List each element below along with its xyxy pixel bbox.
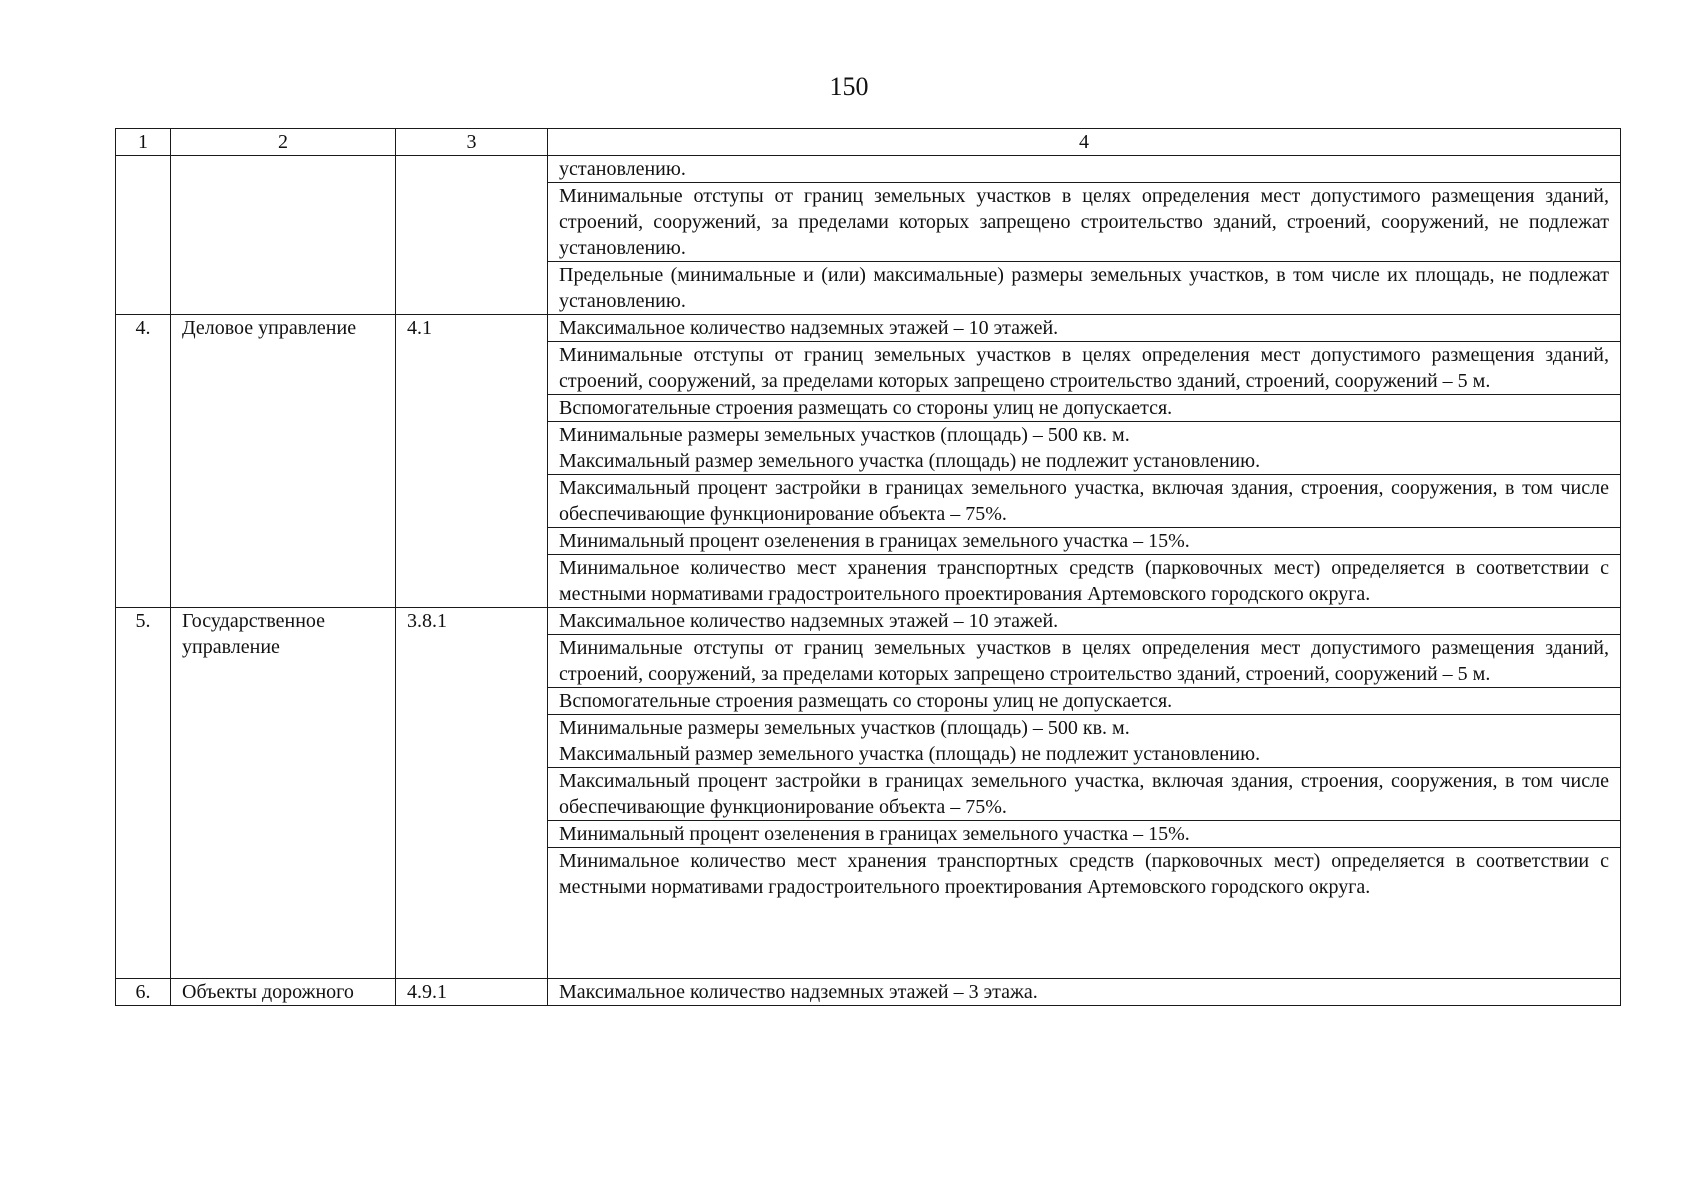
param-cell: Вспомогательные строения размещать со стороны улиц не допускается. xyxy=(548,395,1621,422)
param-cell xyxy=(548,422,1621,475)
param-cell: Минимальные отступы от границ земельных участков в целях определения мест допустимого размещения зданий, строений, сооружений, за пределами которых запрещено строительство зданий, строений, сооружений – 5 м. xyxy=(548,635,1621,688)
param-cell: Максимальное количество надземных этажей – 10 этажей. xyxy=(548,315,1621,342)
param-cell: Минимальное количество мест хранения транспортных средств (парковочных мест) определяется в соответствии с местными нормативами градостроительного проектирования Артемовского городского округа. xyxy=(548,848,1621,979)
param-cell: Минимальные отступы от границ земельных участков в целях определения мест допустимого размещения зданий, строений, сооружений, за пределами которых запрещено строительство зданий, строений, сооружений – 5 м. xyxy=(548,342,1621,395)
name-cell: Государственное управление xyxy=(171,608,396,979)
param-cell: Максимальный процент застройки в границах земельного участка, включая здания, строения, сооружения, в том числе обеспечивающие функционирование объекта – 75%. xyxy=(548,768,1621,821)
code-cell xyxy=(396,156,548,315)
code-cell: 3.8.1 xyxy=(396,608,548,979)
param-line: Максимальный размер земельного участка (площадь) не подлежит установлению. xyxy=(559,743,1261,765)
header-col-1: 1 xyxy=(116,129,171,156)
param-cell: Максимальное количество надземных этажей – 3 этажа. xyxy=(548,979,1621,1006)
header-col-2: 2 xyxy=(171,129,396,156)
header-col-3: 3 xyxy=(396,129,548,156)
table-header-row xyxy=(116,129,1621,156)
num-cell: 6. xyxy=(116,979,171,1006)
param-line: Минимальные размеры земельных участков (площадь) – 500 кв. м. xyxy=(559,424,1130,446)
param-cell: установлению. xyxy=(548,156,1621,183)
param-cell: Минимальный процент озеленения в границах земельного участка – 15%. xyxy=(548,821,1621,848)
regulations-table xyxy=(115,128,1621,1006)
code-cell: 4.9.1 xyxy=(396,979,548,1006)
num-cell: 4. xyxy=(116,315,171,608)
num-cell xyxy=(116,156,171,315)
param-cell xyxy=(548,715,1621,768)
param-cell: Минимальные отступы от границ земельных участков в целях определения мест допустимого размещения зданий, строений, сооружений, за пределами которых запрещено строительство зданий, строений, сооружений, не подлежат установлению. xyxy=(548,183,1621,262)
table-row xyxy=(116,315,1621,342)
header-col-4: 4 xyxy=(548,129,1621,156)
name-cell xyxy=(171,156,396,315)
num-cell: 5. xyxy=(116,608,171,979)
table-row xyxy=(116,608,1621,635)
page-number: 150 xyxy=(829,72,869,101)
table-row xyxy=(116,979,1621,1006)
param-cell: Максимальный процент застройки в границах земельного участка, включая здания, строения, сооружения, в том числе обеспечивающие функционирование объекта – 75%. xyxy=(548,475,1621,528)
param-cell: Минимальный процент озеленения в границах земельного участка – 15%. xyxy=(548,528,1621,555)
param-cell: Предельные (минимальные и (или) максимальные) размеры земельных участков, в том числе их площадь, не подлежат установлению. xyxy=(548,262,1621,315)
param-cell: Вспомогательные строения размещать со стороны улиц не допускается. xyxy=(548,688,1621,715)
param-line: Максимальный размер земельного участка (площадь) не подлежит установлению. xyxy=(559,450,1261,472)
param-cell: Максимальное количество надземных этажей – 10 этажей. xyxy=(548,608,1621,635)
name-cell: Объекты дорожного xyxy=(171,979,396,1006)
param-cell: Минимальное количество мест хранения транспортных средств (парковочных мест) определяется в соответствии с местными нормативами градостроительного проектирования Артемовского городского округа. xyxy=(548,555,1621,608)
code-cell: 4.1 xyxy=(396,315,548,608)
param-line: Минимальные размеры земельных участков (площадь) – 500 кв. м. xyxy=(559,717,1130,739)
table-row xyxy=(116,156,1621,183)
name-cell: Деловое управление xyxy=(171,315,396,608)
